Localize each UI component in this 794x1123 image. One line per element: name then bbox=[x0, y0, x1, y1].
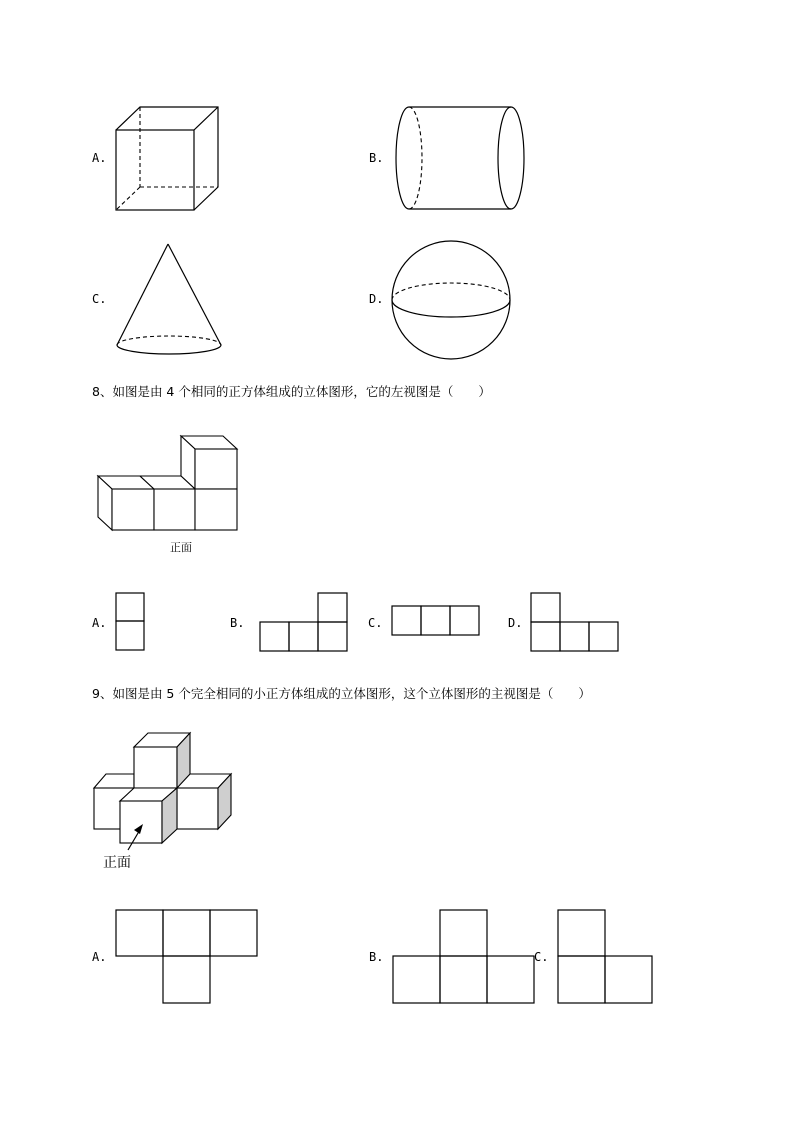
q8-option-d-label: D. bbox=[508, 616, 523, 630]
q8-option-b-label: B. bbox=[230, 616, 245, 630]
q8-option-a-label: A. bbox=[92, 616, 107, 630]
q7-option-a-label: A. bbox=[92, 151, 107, 165]
q7-option-c-label: C. bbox=[92, 292, 107, 306]
q9-option-c-label: C. bbox=[534, 950, 549, 964]
q7-option-b-label: B. bbox=[369, 151, 384, 165]
question-9-text: 9、如图是由 5 个完全相同的小正方体组成的立体图形，这个立体图形的主视图是（ ） bbox=[92, 686, 591, 701]
q7-option-d-label: D. bbox=[369, 292, 384, 306]
question-8-text: 8、如图是由 4 个相同的正方体组成的立体图形，它的左视图是（ ） bbox=[92, 384, 491, 399]
q9-front-label: 正面 bbox=[103, 855, 131, 871]
q8-front-label: 正面 bbox=[170, 541, 192, 554]
q9-option-b-label: B. bbox=[369, 950, 384, 964]
q9-option-a-label: A. bbox=[92, 950, 107, 964]
q8-option-c-label: C. bbox=[368, 616, 383, 630]
